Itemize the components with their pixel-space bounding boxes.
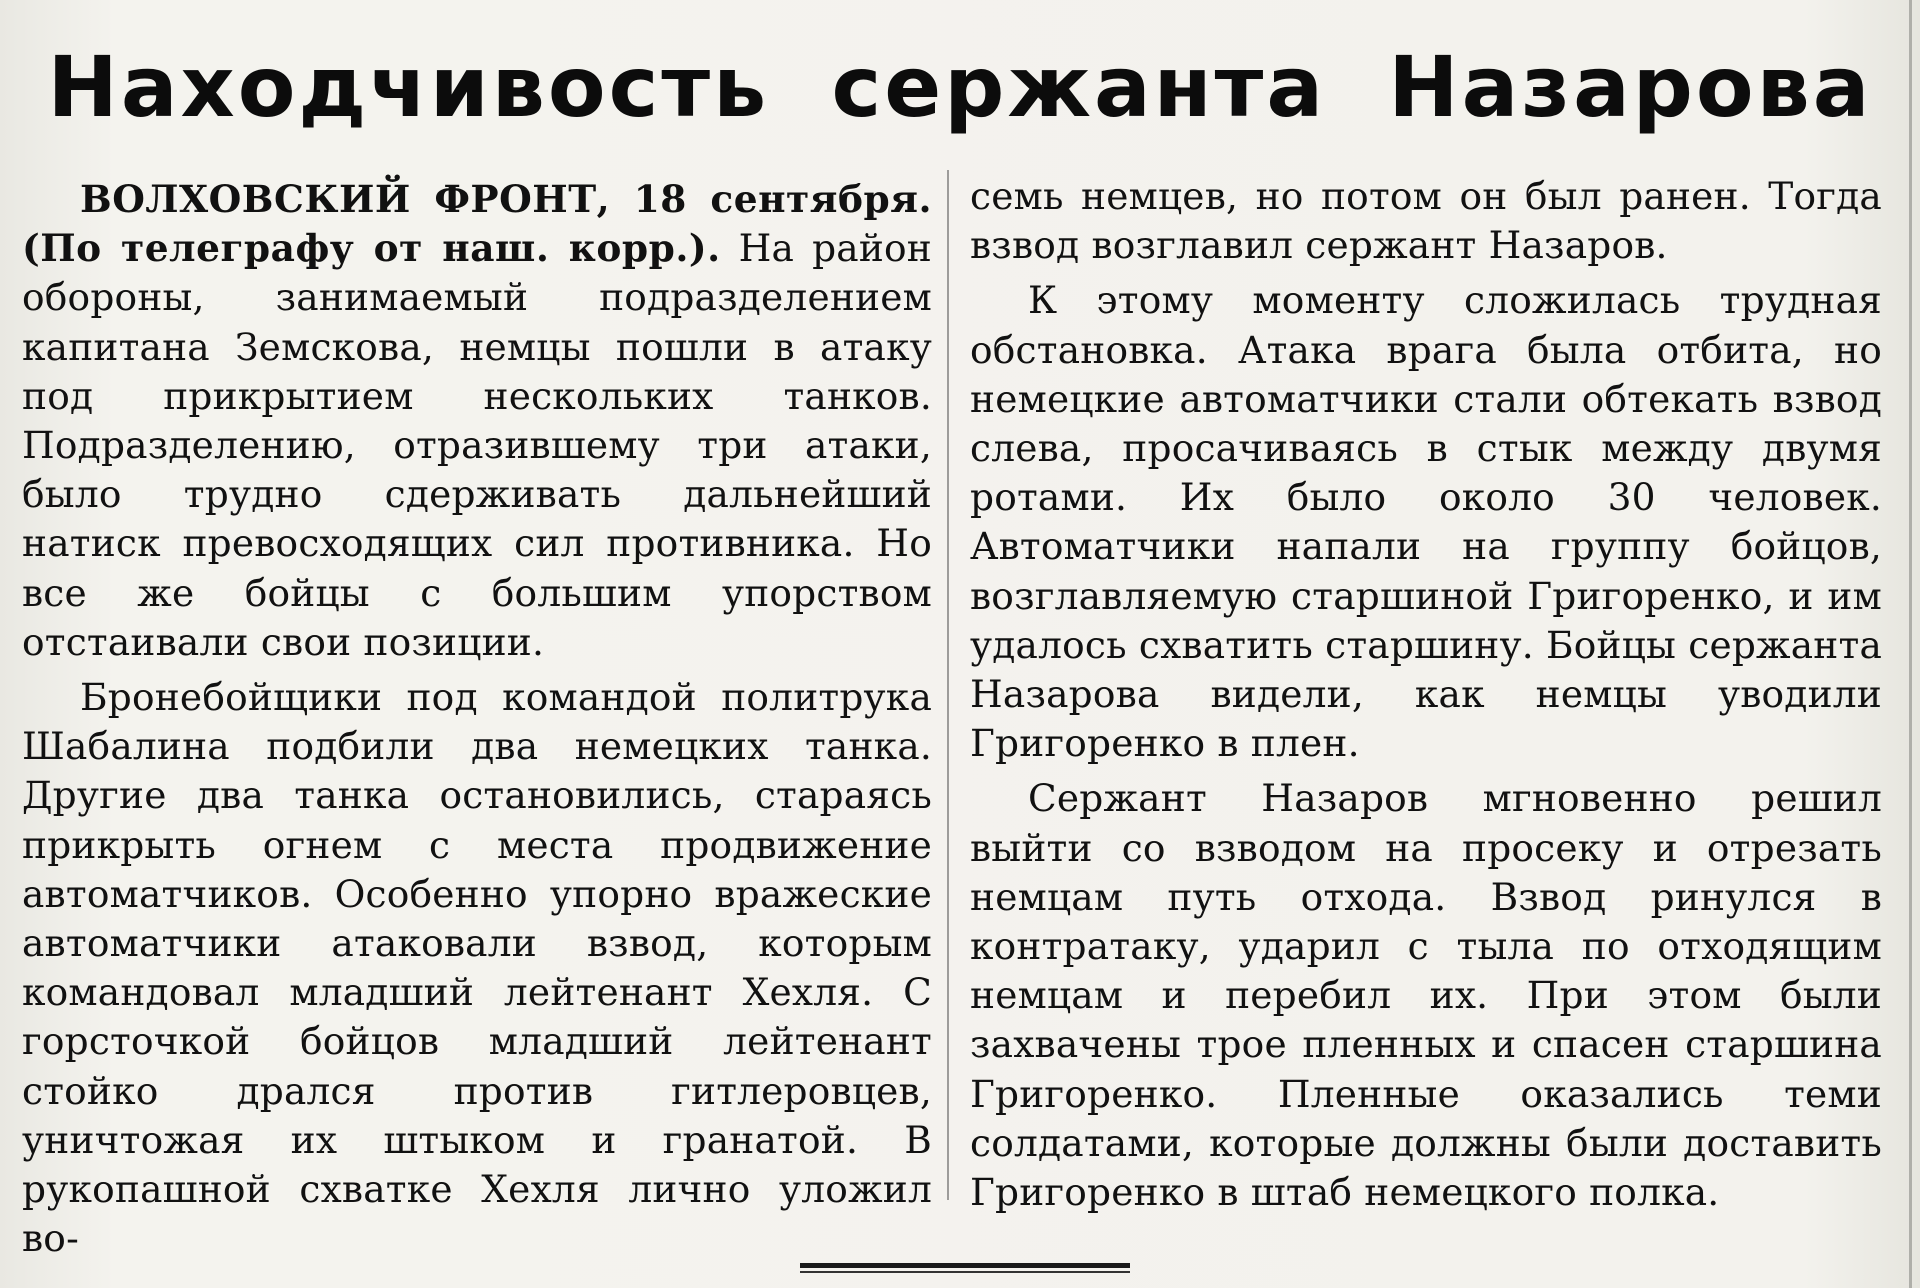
article-paragraph: [22, 175, 932, 667]
page-edge: [1909, 0, 1912, 1288]
paragraph-text: На район обороны, занимаемый подразделением капитана Земскова, немцы пошли в атаку под прикрытием нескольких танков. Подразделению, отразившему три атаки, было трудно сдерживать дальнейший натиск превосходящих сил противника. Но все же бойцы с большим упорством отстаивали свои позиции.: [22, 226, 932, 664]
article-paragraph: Бронебойщики под командой политрука Шабалина подбили два немецких танка. Другие два танка остановились, стараясь прикрыть огнем с места продвижение автоматчиков. Особенно упорно вражеские автоматчики атаковали взвод, которым командовал младший лейтенант Хехля. С горсточкой бойцов младший лейтенант стойко дрался против гитлеровцев, уничтожая их штыком и гранатой. В рукопашной схватке Хехля лично уложил во-: [22, 675, 932, 1261]
article-paragraph: семь немцев, но потом он был ранен. Тогда взвод возглавил сержант Назаров.: [970, 174, 1882, 268]
article-column-left: [22, 175, 932, 1263]
article-headline: Находчивость сержанта Назарова: [47, 38, 1873, 136]
end-rule: [800, 1263, 1130, 1268]
article-column-right: [970, 172, 1882, 1217]
article-paragraph: Сержант Назаров мгновенно решил выйти со взводом на просеку и отрезать немцам путь отхода. Взвод ринулся в контратаку, ударил с тыла по отходящим немцам и перебил их. При этом были захвачены трое пленных и спасен старшина Григоренко. Пленные оказались теми солдатами, которые должны были доставить Григоренко в штаб немецкого полка.: [970, 776, 1882, 1215]
article-paragraph: К этому моменту сложилась трудная обстановка. Атака врага была отбита, но немецкие автоматчики стали обтекать взвод слева, просачиваясь в стык между двумя ротами. Их было около 30 человек. Автоматчики напали на группу бойцов, возглавляемую старшиной Григоренко, и им удалось схватить старшину. Бойцы сержанта Назарова видели, как немцы уводили Григоренко в плен.: [970, 278, 1882, 766]
dateline: ВОЛХОВСКИЙ ФРОНТ, 18 сентября. (По телеграфу от наш. корр.).: [22, 177, 932, 271]
column-divider: [947, 170, 949, 1200]
end-rule-thin: [800, 1271, 1130, 1273]
